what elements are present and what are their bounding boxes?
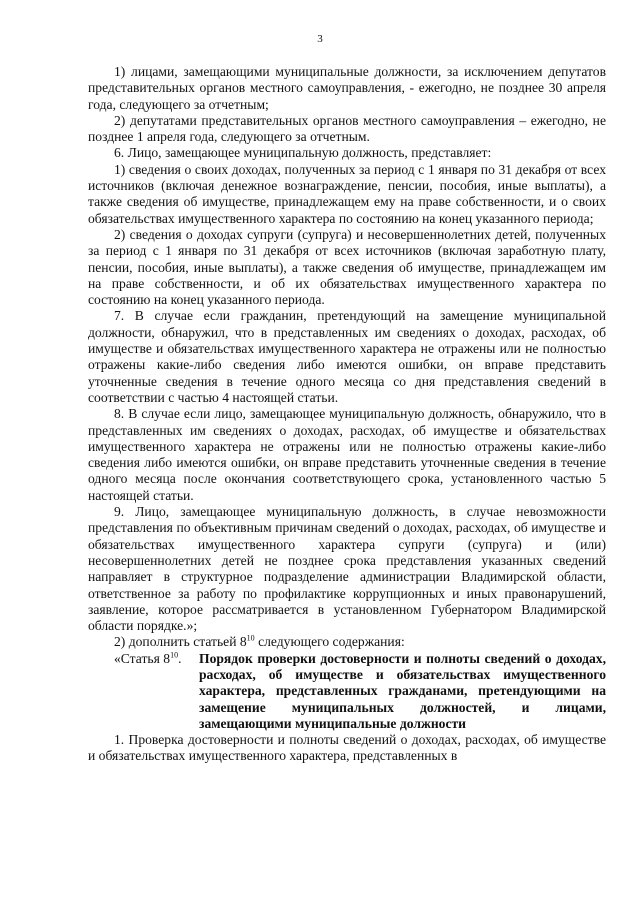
paragraph-6: 6. Лицо, замещающее муниципальную должность, представляет: [114, 145, 492, 161]
amendment-prefix: 2) дополнить статьей 8 [114, 634, 247, 650]
article-label-sup: 10 [170, 650, 179, 660]
amendment-line [88, 634, 606, 650]
article-label-text: «Статья 8 [114, 650, 171, 666]
document-body [88, 64, 606, 765]
paragraph-5-1: 1) лицами, замещающими муниципальные должности, за исключением депутатов представительных органов местного самоуправления, - ежегодно, не позднее 30 апреля года, следующего за отчетным; [88, 64, 606, 112]
article-paragraph-1: 1. Проверка достоверности и полноты сведений о доходах, расходах, об имуществе и обязательствах имущественного характера, представленных в [88, 732, 606, 764]
paragraph-6-2: 2) сведения о доходах супруги (супруга) и несовершеннолетних детей, полученных за период с 1 января по 31 декабря от всех источников (включая заработную плату, пенсии, пособия, иные выплаты), а также сведения об имуществе, принадлежащем им на праве собственности, и об их обязательствах имущественного характера по состоянию на конец указанного периода. [88, 226, 606, 308]
article-heading [88, 651, 606, 732]
paragraph-8: 8. В случае если лицо, замещающее муниципальную должность, обнаружило, что в представленных им сведениях о доходах, расходах, об имуществе и обязательствах имущественного характера не отражены или не полностью отражены какие-либо сведения либо имеются ошибки, он вправе представить уточненные сведения в течение одного месяца после окончания соответствующего срока, установленного частью 5 настоящей статьи. [88, 406, 606, 503]
amendment-sup: 10 [246, 633, 255, 643]
paragraph-9: 9. Лицо, замещающее муниципальную должность, в случае невозможности представления по объективным причинам сведений о доходах, расходах, об имуществе и обязательствах имущественного характера супруги (супруга) и (или) несовершеннолетних детей не позднее срока представления указанных сведений направляет в структурное подразделение администрации Владимирской области, ответственное за работу по профилактике коррупционных и иных правонарушений, заявление, которое рассматривается в установленном Губернатором Владимирской области порядке.»; [88, 504, 606, 634]
article-label-dot: . [178, 650, 182, 666]
paragraph-6-1: 1) сведения о своих доходах, полученных за период с 1 января по 31 декабря от всех источников (включая денежное вознаграждение, пенсии, пособия, иные выплаты), а также сведения об имуществе, принадлежащем ему на праве собственности, и о своих обязательствах имущественного характера по состоянию на конец указанного периода; [88, 161, 606, 226]
paragraph-5-2: 2) депутатами представительных органов местного самоуправления – ежегодно, не позднее 1 апреля года, следующего за отчетным. [88, 112, 606, 145]
amendment-suffix: следующего содержания: [254, 634, 405, 650]
article-label [114, 651, 181, 667]
paragraph-7: 7. В случае если гражданин, претендующий на замещение муниципальной должности, обнаружил, что в представленных им сведениях о доходах, расходах, об имуществе и обязательствах имущественного характера не отражены или не полностью отражены какие-либо сведения либо имеются ошибки, он вправе представить уточненные сведения в течение одного месяца со дня представления сведений в соответствии с частью 4 настоящей статьи. [88, 308, 606, 405]
article-title: Порядок проверки достоверности и полноты сведений о доходах, расходах, об имуществе и обязательствах имущественного характера, представленных гражданами, претендующими на замещение муниципальных должностей, и лицами, замещающими муниципальные должности [199, 650, 606, 731]
page-number: 3 [317, 33, 323, 45]
